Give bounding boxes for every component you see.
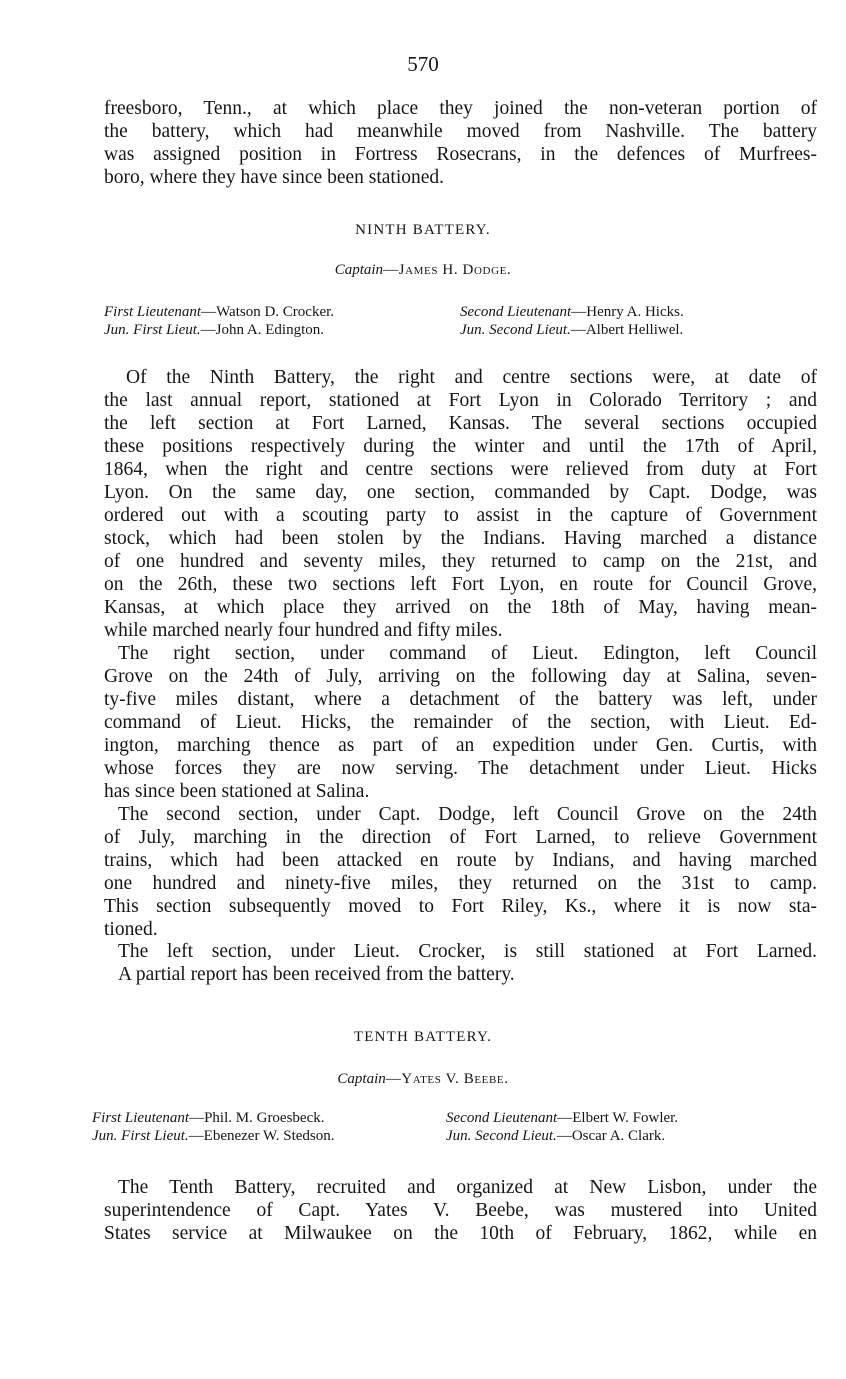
text-line: ty-five miles distant, where a detachment of the battery was left, under <box>104 689 817 710</box>
captain-name: —James H. Dodge. <box>383 262 512 278</box>
captain-name: —Yates V. Beebe. <box>385 1071 509 1087</box>
text-line: 1864, when the right and centre sections were relieved from duty at Fort <box>104 459 817 480</box>
section-heading-ninth-battery: NINTH BATTERY. <box>355 222 491 238</box>
ninth-paragraph-4 <box>104 940 817 986</box>
text-line: Kansas, at which place they arrived on the 18th of May, having mean- <box>104 597 817 618</box>
officer-name: —Phil. M. Groesbeck. <box>189 1110 325 1126</box>
text-line: tioned. <box>104 919 158 940</box>
text-line: has since been stationed at Salina. <box>104 781 370 802</box>
text-line: while marched nearly four hundred and fifty miles. <box>104 620 503 641</box>
officer-name: —Henry A. Hicks. <box>571 304 684 320</box>
captain-title: Captain <box>337 1071 386 1087</box>
officer-title: First Lieutenant <box>104 304 202 320</box>
intro-paragraph <box>104 97 817 189</box>
officer-title: Jun. First Lieut. <box>92 1128 189 1144</box>
officer-jun-second-lieutenant <box>446 1128 665 1145</box>
text-line: The right section, under command of Lieut. Edington, left Council <box>118 643 817 664</box>
text-line: superintendence of Capt. Yates V. Beebe, was mustered into United <box>104 1200 817 1221</box>
section-heading-tenth-battery: TENTH BATTERY. <box>353 1029 493 1045</box>
text-line: trains, which had been attacked en route by Indians, and having marched <box>104 850 817 871</box>
captain-title: Captain <box>334 262 384 278</box>
officer-name: —Elbert W. Fowler. <box>557 1110 679 1126</box>
officer-name: —John A. Edington. <box>200 322 325 338</box>
captain-line-tenth <box>0 1071 846 1088</box>
officer-title: Jun. Second Lieut. <box>460 322 571 338</box>
text-line: command of Lieut. Hicks, the remainder of the section, with Lieut. Ed- <box>104 712 817 733</box>
officer-title: Jun. Second Lieut. <box>446 1128 557 1144</box>
officer-jun-second-lieutenant <box>460 322 683 339</box>
officer-title: Jun. First Lieut. <box>104 322 201 338</box>
text-line: The left section, under Lieut. Crocker, is still stationed at Fort Larned. <box>118 941 817 962</box>
text-line: ington, marching thence as part of an expedition under Gen. Curtis, with <box>104 735 817 756</box>
tenth-paragraph-1 <box>104 1176 817 1245</box>
text-line: ordered out with a scouting party to assist in the capture of Government <box>104 505 817 526</box>
text-line: on the 26th, these two sections left Fort Lyon, en route for Council Grove, <box>104 574 817 595</box>
text-line: This section subsequently moved to Fort Riley, Ks., where it is now sta- <box>104 896 817 917</box>
text-line: was assigned position in Fortress Rosecrans, in the defences of Murfrees- <box>104 144 817 165</box>
officer-name: —Ebenezer W. Stedson. <box>188 1128 335 1144</box>
officer-title: Second Lieutenant <box>446 1110 558 1126</box>
ninth-paragraph-1 <box>104 366 817 642</box>
officer-second-lieutenant <box>446 1110 678 1127</box>
ninth-paragraph-2 <box>104 642 817 803</box>
text-line: freesboro, Tenn., at which place they joined the non-veteran portion of <box>104 98 817 119</box>
text-line: States service at Milwaukee on the 10th of February, 1862, while en <box>104 1223 817 1244</box>
text-line: A partial report has been received from the battery. <box>118 964 515 985</box>
text-line: Grove on the 24th of July, arriving on the following day at Salina, seven- <box>104 666 817 687</box>
text-line: the left section at Fort Larned, Kansas. The several sections occupied <box>104 413 817 434</box>
text-line: Lyon. On the same day, one section, commanded by Capt. Dodge, was <box>104 482 817 503</box>
text-line: whose forces they are now serving. The detachment under Lieut. Hicks <box>104 758 817 779</box>
text-line: of one hundred and seventy miles, they returned to camp on the 21st, and <box>104 551 817 572</box>
page-number: 570 <box>407 52 439 76</box>
text-line: the battery, which had meanwhile moved from Nashville. The battery <box>104 121 817 142</box>
officer-first-lieutenant <box>92 1110 325 1127</box>
officer-jun-first-lieutenant <box>104 322 324 339</box>
officer-second-lieutenant <box>460 304 684 321</box>
officer-title: Second Lieutenant <box>460 304 572 320</box>
text-line: one hundred and ninety-five miles, they returned on the 31st to camp. <box>104 873 817 894</box>
ninth-paragraph-3 <box>104 803 817 941</box>
text-line: stock, which had been stolen by the Indians. Having marched a distance <box>104 528 817 549</box>
text-line: boro, where they have since been stationed. <box>104 167 445 188</box>
officer-title: First Lieutenant <box>92 1110 190 1126</box>
officer-first-lieutenant <box>104 304 334 321</box>
officer-name: —Watson D. Crocker. <box>201 304 335 320</box>
text-line: these positions respectively during the winter and until the 17th of April, <box>104 436 817 457</box>
officer-name: —Oscar A. Clark. <box>556 1128 666 1144</box>
text-line: the last annual report, stationed at Fort Lyon in Colorado Territory ; and <box>104 390 817 411</box>
text-line: The second section, under Capt. Dodge, left Council Grove on the 24th <box>118 804 817 825</box>
officer-name: —Albert Helliwel. <box>570 322 684 338</box>
captain-line-ninth <box>0 262 846 279</box>
text-line: Of the Ninth Battery, the right and centre sections were, at date of <box>126 367 817 388</box>
text-line: The Tenth Battery, recruited and organized at New Lisbon, under the <box>118 1177 817 1198</box>
officer-jun-first-lieutenant <box>92 1128 334 1145</box>
text-line: of July, marching in the direction of Fort Larned, to relieve Government <box>104 827 817 848</box>
